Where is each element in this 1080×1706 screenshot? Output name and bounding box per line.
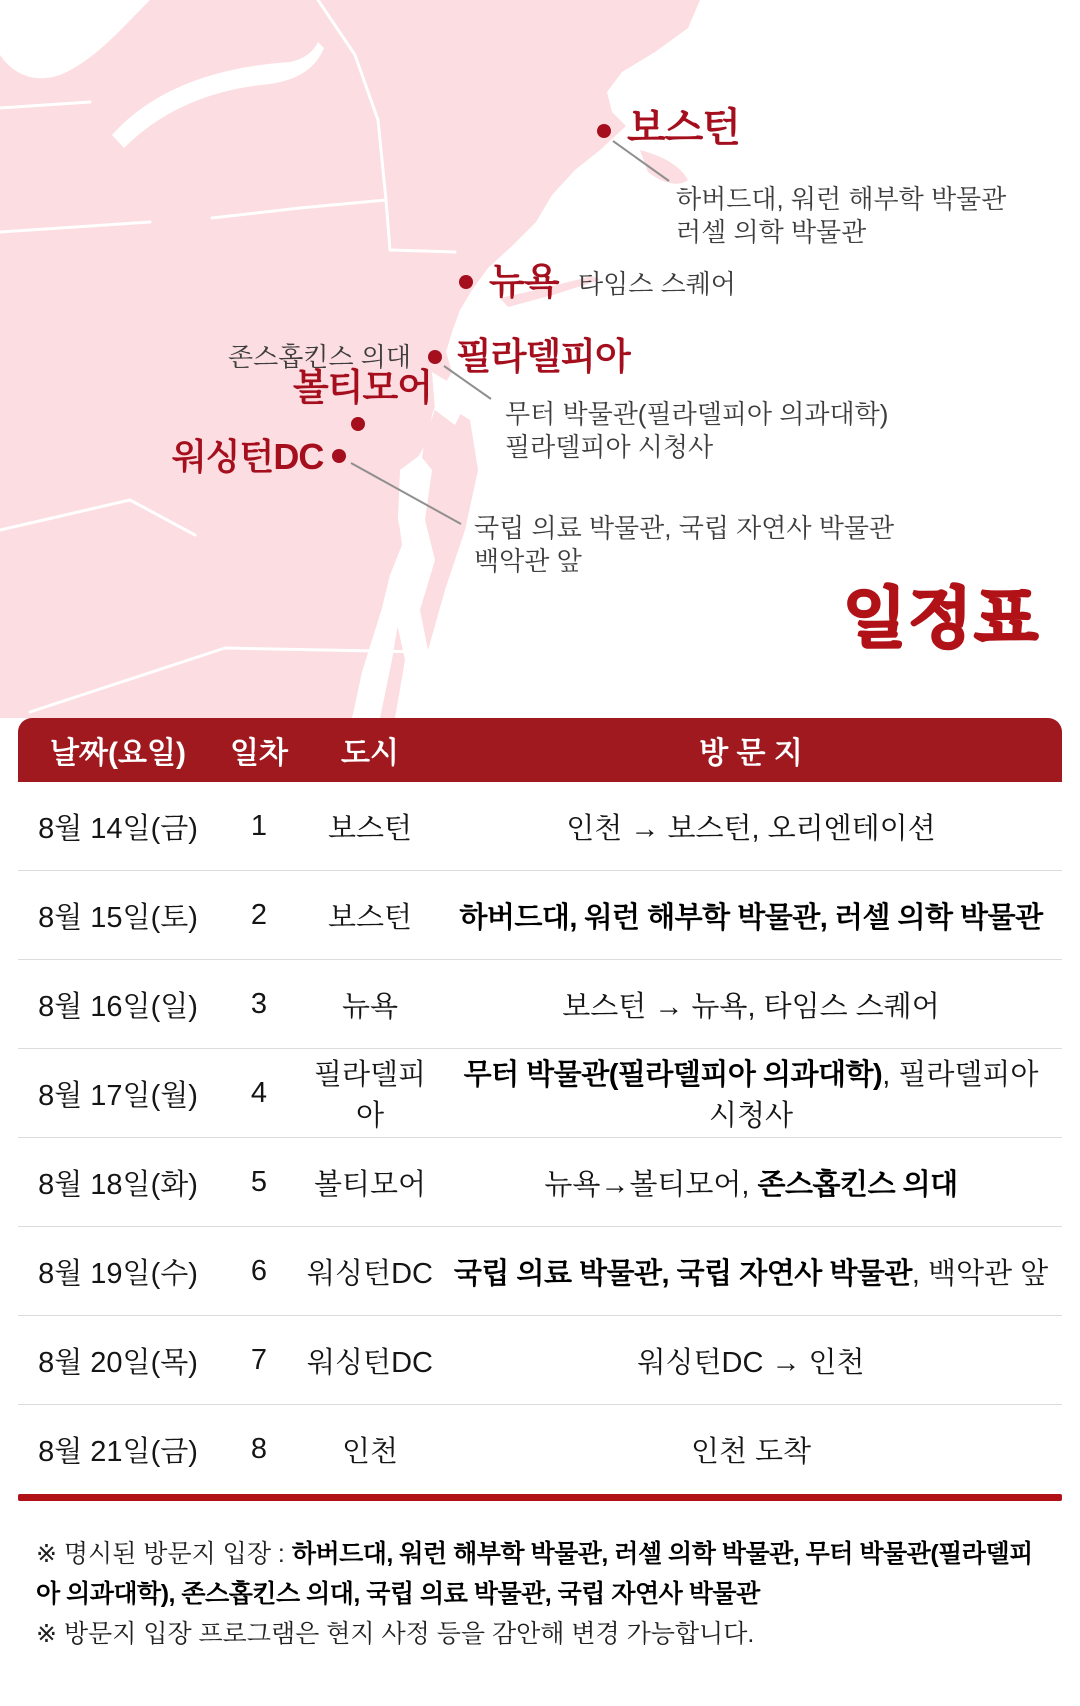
- note-boston-line2: 러셀 의학 박물관: [676, 217, 867, 247]
- visit-text: 국립 의료 박물관, 국립 자연사 박물관: [453, 1257, 912, 1290]
- header-city: 도시: [341, 737, 399, 770]
- header-date: 날짜(요일): [50, 737, 186, 770]
- table-row: [18, 1405, 1062, 1494]
- footnote-entry-list: 하버드대, 워런 해부학 박물관, 러셀 의학 박물관, 무터 박물관(필라델피아 의과대학), 존스홉킨스 의대, 국립 의료 박물관, 국립 자연사 박물관: [36, 1540, 1033, 1608]
- cell-date: 8월 14일(금): [38, 812, 198, 845]
- cell-city: 인천: [341, 1436, 399, 1468]
- note-boston-line1: 하버드대, 워런 해부학 박물관: [676, 184, 1007, 214]
- cell-visit: [440, 1251, 1062, 1292]
- cell-city: 필라델피아: [313, 1059, 427, 1132]
- visit-text: , 백악관 앞: [911, 1257, 1049, 1290]
- cell-city: 볼티모어: [313, 1168, 427, 1201]
- city-marker-baltimore: [351, 417, 365, 431]
- cell-date: 8월 18일(화): [38, 1168, 198, 1201]
- cell-date: 8월 20일(목): [38, 1346, 198, 1379]
- table-row: [18, 1316, 1062, 1405]
- table-row: [18, 1049, 1062, 1138]
- city-marker-newyork: [459, 275, 473, 289]
- cell-visit: [440, 1052, 1062, 1134]
- visit-text: 하버드대, 워런 해부학 박물관, 러셀 의학 박물관: [459, 901, 1043, 934]
- cell-date: 8월 15일(토): [38, 901, 198, 934]
- visit-text: 워싱턴DC → 인천: [637, 1346, 865, 1379]
- cell-date: 8월 17일(월): [38, 1079, 198, 1112]
- note-newyork: 타임스 스퀘어: [578, 269, 736, 299]
- cell-city: 뉴욕: [341, 990, 399, 1023]
- visit-text: 인천 도착: [690, 1436, 812, 1468]
- table-header-row: [18, 718, 1062, 782]
- note-philadelphia-line1: 무터 박물관(필라델피아 의과대학): [505, 399, 889, 429]
- footnote-disclaimer: ※ 방문지 입장 프로그램은 현지 사정 등을 감안해 변경 가능합니다.: [36, 1620, 755, 1648]
- cell-city: 워싱턴DC: [307, 1257, 433, 1290]
- cell-visit: [440, 806, 1062, 847]
- cell-date: 8월 21일(금): [38, 1436, 198, 1468]
- cell-city: 보스턴: [327, 812, 413, 845]
- header-day: 일차: [230, 737, 288, 770]
- table-row: [18, 871, 1062, 960]
- note-philadelphia: [505, 398, 888, 464]
- table-row: [18, 782, 1062, 871]
- cell-day: 7: [250, 1343, 268, 1376]
- note-washingtondc: [474, 512, 894, 578]
- footnote-entry: [36, 1534, 1046, 1614]
- header-visit: 방 문 지: [699, 737, 803, 770]
- city-marker-boston: [597, 124, 611, 138]
- city-label-newyork: 뉴욕: [489, 261, 559, 302]
- schedule-table: [18, 718, 1062, 1494]
- note-boston: [676, 183, 1006, 249]
- city-label-washingtondc: 워싱턴DC: [172, 436, 324, 477]
- visit-text: 인천 → 보스턴, 오리엔테이션: [566, 812, 936, 845]
- cell-visit: [440, 984, 1062, 1025]
- cell-date: 8월 16일(일): [38, 990, 198, 1023]
- table-row: [18, 1227, 1062, 1316]
- city-label-baltimore: 볼티모어: [293, 367, 432, 408]
- footnote-entry-prefix: ※ 명시된 방문지 입장 :: [36, 1540, 292, 1568]
- visit-text: 존스홉킨스 의대: [757, 1168, 958, 1201]
- cell-visit: [440, 1429, 1062, 1470]
- cell-city: 보스턴: [327, 901, 413, 934]
- visit-text: 무터 박물관(필라델피아 의과대학): [463, 1059, 883, 1091]
- note-philadelphia-line2: 필라델피아 시청사: [505, 432, 714, 462]
- table-row: [18, 960, 1062, 1049]
- page-title: 일정표: [842, 581, 1040, 655]
- footnotes: [36, 1534, 1046, 1654]
- cell-city: 워싱턴DC: [307, 1346, 433, 1379]
- note-baltimore: 존스홉킨스 의대: [228, 342, 412, 372]
- cell-day: 2: [250, 898, 268, 931]
- note-washingtondc-line1: 국립 의료 박물관, 국립 자연사 박물관: [474, 513, 895, 543]
- note-washingtondc-line2: 백악관 앞: [474, 546, 582, 576]
- visit-text: 보스턴 → 뉴욕, 타임스 스퀘어: [562, 990, 940, 1023]
- cell-day: 3: [250, 987, 268, 1020]
- cell-visit: [440, 1340, 1062, 1381]
- cell-day: 8: [250, 1433, 268, 1465]
- city-label-philadelphia: 필라델피아: [456, 336, 630, 377]
- cell-day: 6: [250, 1254, 268, 1287]
- visit-text: , 필라델피아 시청사: [708, 1059, 1039, 1132]
- cell-day: 4: [250, 1076, 268, 1109]
- cell-visit: [440, 1162, 1062, 1203]
- bottom-divider: [18, 1494, 1062, 1501]
- city-marker-washingtondc: [332, 449, 346, 463]
- city-label-boston: 보스턴: [627, 106, 740, 150]
- cell-date: 8월 19일(수): [38, 1257, 198, 1290]
- cell-day: 1: [250, 809, 268, 842]
- table-row: [18, 1138, 1062, 1227]
- city-marker-philadelphia: [428, 350, 442, 364]
- cell-day: 5: [250, 1165, 268, 1198]
- visit-text: 뉴욕→볼티모어,: [544, 1168, 758, 1201]
- cell-visit: [440, 895, 1062, 936]
